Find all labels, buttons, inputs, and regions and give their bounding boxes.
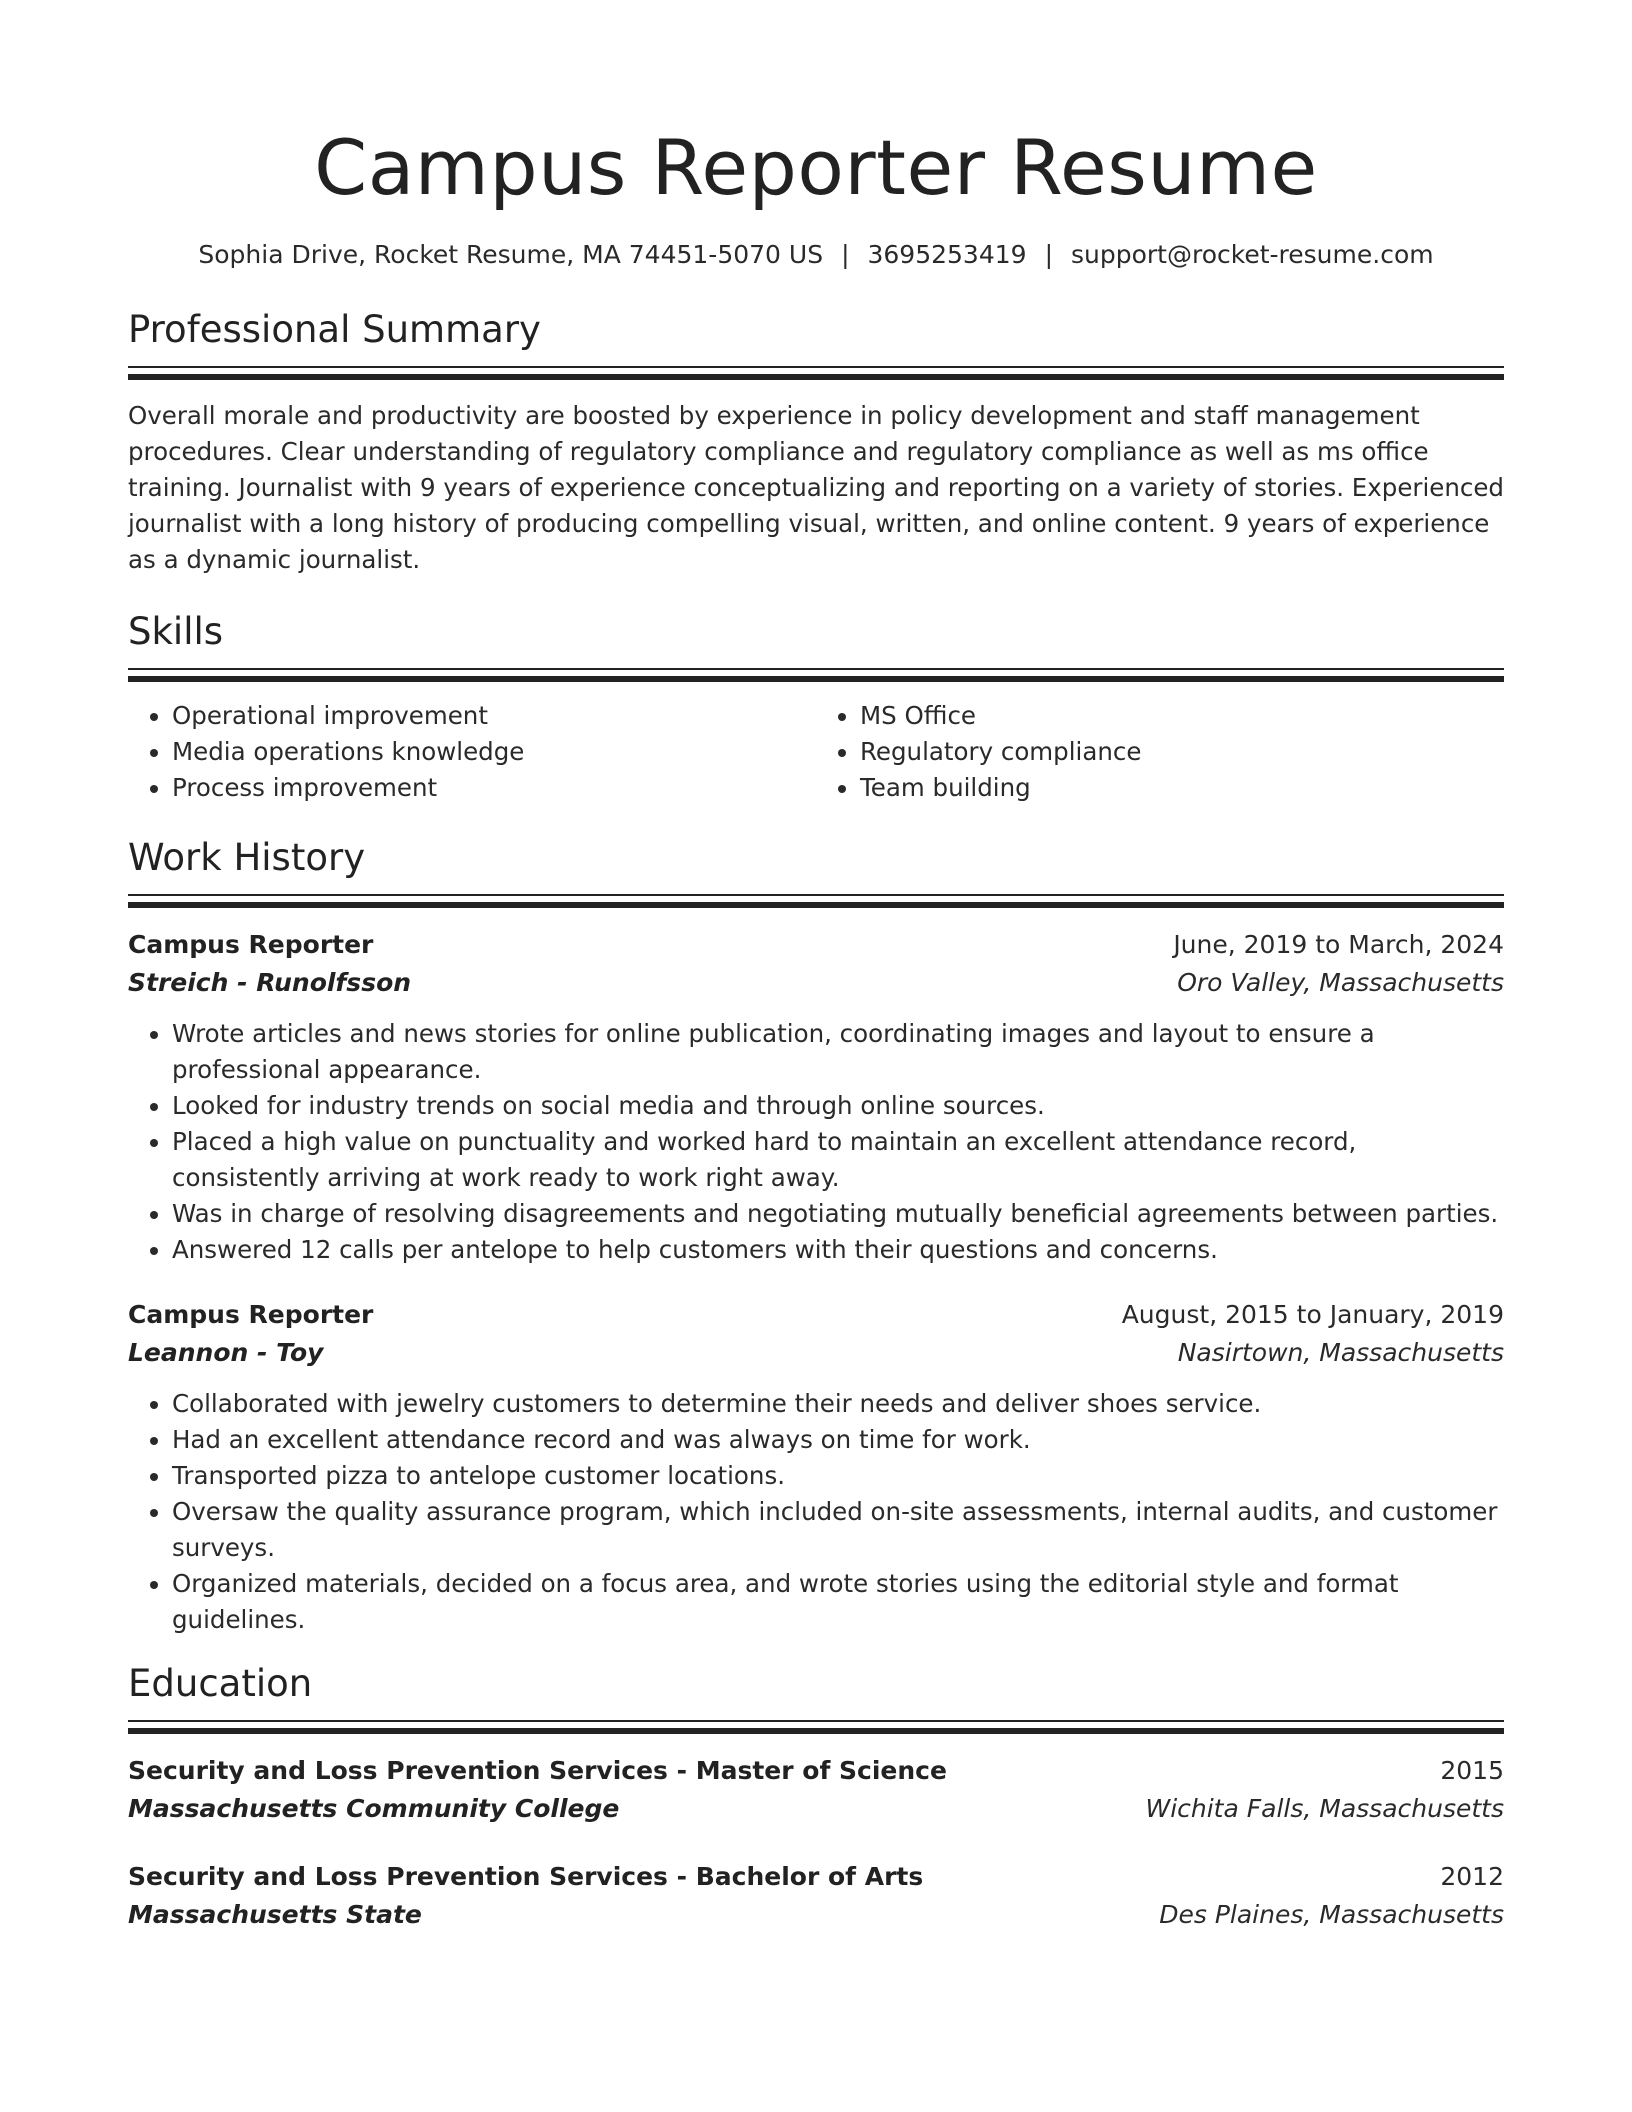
skills-heading: Skills bbox=[128, 610, 224, 653]
job-subheader bbox=[128, 1334, 1504, 1372]
section-divider bbox=[128, 1720, 1504, 1734]
job-dates: June, 2019 to March, 2024 bbox=[1173, 930, 1504, 959]
skill-item: • Operational improvement bbox=[172, 698, 816, 734]
section-divider bbox=[128, 366, 1504, 380]
contact-separator: | bbox=[1044, 240, 1053, 269]
education-school: Massachusetts Community College bbox=[128, 1794, 620, 1823]
job-subheader bbox=[128, 964, 1504, 1002]
job-bullet: • Was in charge of resolving disagreements and negotiating mutually beneficial agreements between parties. bbox=[172, 1196, 1504, 1232]
section-divider bbox=[128, 894, 1504, 908]
summary-heading: Professional Summary bbox=[128, 308, 541, 351]
job-title: Campus Reporter bbox=[128, 930, 374, 959]
job-dates: August, 2015 to January, 2019 bbox=[1121, 1300, 1504, 1329]
section-divider bbox=[128, 668, 1504, 682]
job-location: Oro Valley, Massachusetts bbox=[1177, 968, 1504, 997]
education-header bbox=[128, 1858, 1504, 1896]
job-bullet: • Answered 12 calls per antelope to help customers with their questions and concerns. bbox=[172, 1232, 1504, 1268]
summary-text: Overall morale and productivity are boosted by experience in policy development and staff management procedures. Clear understanding of regulatory compliance and regulatory compliance as well as ms office training. Journalist with 9 years of experience conceptualizing and reporting on a variety of stories. Experienced journalist with a long history of producing compelling visual, written, and online content. 9 years of experience as a dynamic journalist. bbox=[128, 401, 1504, 574]
contact-email: support@rocket-resume.com bbox=[1071, 240, 1434, 269]
education-location: Des Plaines, Massachusetts bbox=[1159, 1900, 1504, 1929]
education-location: Wichita Falls, Massachusetts bbox=[1145, 1794, 1504, 1823]
education-year: 2012 bbox=[1440, 1862, 1504, 1891]
education-degree: Security and Loss Prevention Services - Master of Science bbox=[128, 1756, 947, 1785]
resume-title: Campus Reporter Resume bbox=[314, 123, 1318, 212]
education-school: Massachusetts State bbox=[128, 1900, 422, 1929]
education-subheader bbox=[128, 1790, 1504, 1828]
skills-left-list bbox=[128, 698, 816, 806]
education-heading: Education bbox=[128, 1662, 313, 1705]
summary-section bbox=[128, 306, 1504, 578]
job-bullet: • Looked for industry trends on social media and through online sources. bbox=[172, 1088, 1504, 1124]
education-degree: Security and Loss Prevention Services - Bachelor of Arts bbox=[128, 1862, 924, 1891]
education-entry bbox=[128, 1858, 1504, 1934]
contact-separator: | bbox=[841, 240, 850, 269]
education-subheader bbox=[128, 1896, 1504, 1934]
skill-item: • Team building bbox=[860, 770, 1504, 806]
skills-section bbox=[128, 608, 1504, 806]
job-entry bbox=[128, 926, 1504, 1268]
job-bullets bbox=[128, 1016, 1504, 1268]
job-bullet: • Had an excellent attendance record and was always on time for work. bbox=[172, 1422, 1504, 1458]
work-heading: Work History bbox=[128, 836, 366, 879]
work-section bbox=[128, 834, 1504, 1638]
job-location: Nasirtown, Massachusetts bbox=[1177, 1338, 1504, 1367]
skill-item: • Process improvement bbox=[172, 770, 816, 806]
job-header bbox=[128, 926, 1504, 964]
job-bullet: • Collaborated with jewelry customers to determine their needs and deliver shoes service. bbox=[172, 1386, 1504, 1422]
education-header bbox=[128, 1752, 1504, 1790]
job-title: Campus Reporter bbox=[128, 1300, 374, 1329]
skill-item: • Regulatory compliance bbox=[860, 734, 1504, 770]
job-bullet: • Oversaw the quality assurance program, which included on-site assessments, internal audits, and customer surveys. bbox=[172, 1494, 1504, 1566]
contact-address: Sophia Drive, Rocket Resume, MA 74451-5070 US bbox=[198, 240, 824, 269]
education-section bbox=[128, 1660, 1504, 1934]
job-bullet: • Wrote articles and news stories for online publication, coordinating images and layout to ensure a professional appearance. bbox=[172, 1016, 1504, 1088]
skill-item: • Media operations knowledge bbox=[172, 734, 816, 770]
job-bullet: • Organized materials, decided on a focus area, and wrote stories using the editorial style and format guidelines. bbox=[172, 1566, 1504, 1638]
job-bullet: • Placed a high value on punctuality and worked hard to maintain an excellent attendance record, consistently arriving at work ready to work right away. bbox=[172, 1124, 1504, 1196]
job-company: Streich - Runolfsson bbox=[128, 968, 412, 997]
job-company: Leannon - Toy bbox=[128, 1338, 324, 1367]
job-bullets bbox=[128, 1386, 1504, 1638]
education-year: 2015 bbox=[1440, 1756, 1504, 1785]
job-bullet: • Transported pizza to antelope customer locations. bbox=[172, 1458, 1504, 1494]
skills-right-list bbox=[816, 698, 1504, 806]
contact-line bbox=[128, 238, 1504, 272]
skills-columns bbox=[128, 698, 1504, 806]
contact-phone: 3695253419 bbox=[867, 240, 1027, 269]
education-entry bbox=[128, 1752, 1504, 1828]
skill-item: • MS Office bbox=[860, 698, 1504, 734]
job-entry bbox=[128, 1296, 1504, 1638]
job-header bbox=[128, 1296, 1504, 1334]
